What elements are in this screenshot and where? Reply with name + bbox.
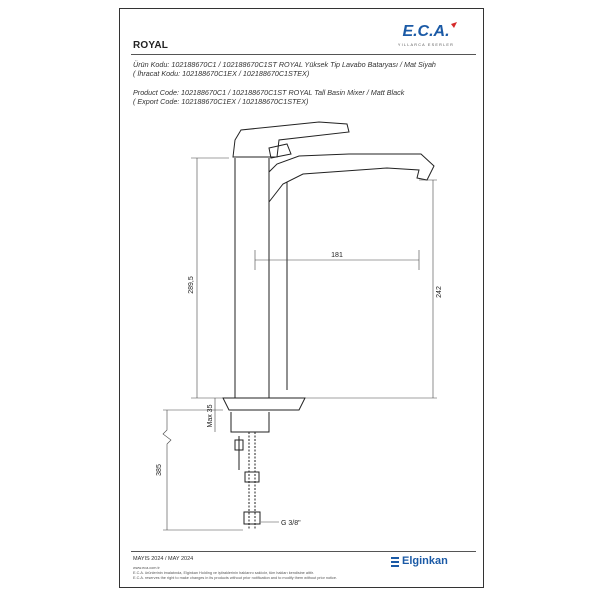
description-tr-line1: Ürün Kodu: 102188670C1 / 102188670C1ST ROYAL Yüksek Tip Lavabo Bataryası / Mat Siyah [133, 60, 436, 69]
elginkan-mark-icon [391, 557, 400, 567]
footer-divider [131, 551, 476, 552]
header-divider [131, 54, 476, 55]
dim-spout-height: 242 [436, 286, 443, 298]
elginkan-brand: Elginkan [402, 555, 448, 567]
product-family-title: ROYAL [133, 40, 169, 51]
dim-reach: 181 [331, 252, 343, 259]
faucet-spout [269, 154, 434, 202]
svg-text:E.C.A.: E.C.A. [402, 23, 450, 40]
faucet-base [223, 398, 305, 410]
dim-total-height: 289,5 [188, 276, 195, 294]
dim-max-thickness: Max 35 [207, 404, 214, 428]
faucet-body [235, 158, 269, 398]
description-en-line2: ( Export Code: 102188670C1EX / 102188670C1STEX) [133, 97, 309, 106]
description-tr-line2: ( İhracat Kodu: 102188670C1EX / 102188670C1STEX) [133, 69, 310, 78]
description-en-line1: Product Code: 102188670C1 / 102188670C1ST ROYAL Tall Basin Mixer / Matt Black [133, 88, 405, 97]
dim-hose-length: 385 [156, 464, 163, 476]
footer-date: MAYIS 2024 / MAY 2024 [133, 556, 194, 562]
faucet-handle [233, 122, 349, 157]
eca-logo [383, 20, 469, 50]
technical-drawing [119, 110, 484, 550]
dim-thread: G 3/8" [281, 520, 301, 527]
footer-website: www.eca.com.tr [133, 566, 160, 570]
footer-note-tr: E.C.A. ürünlerinin imalatında, Elginkan Holding ve iştiraklerinin haklarını saklıdır, tüm hakları kendisine aittir. [133, 571, 314, 575]
svg-text:YILLARCA ESERLER: YILLARCA ESERLER [397, 43, 455, 47]
footer-note-en: E.C.A. reserves the right to make changes in its products without prior notification and to modify them without prior notice. [133, 576, 338, 580]
